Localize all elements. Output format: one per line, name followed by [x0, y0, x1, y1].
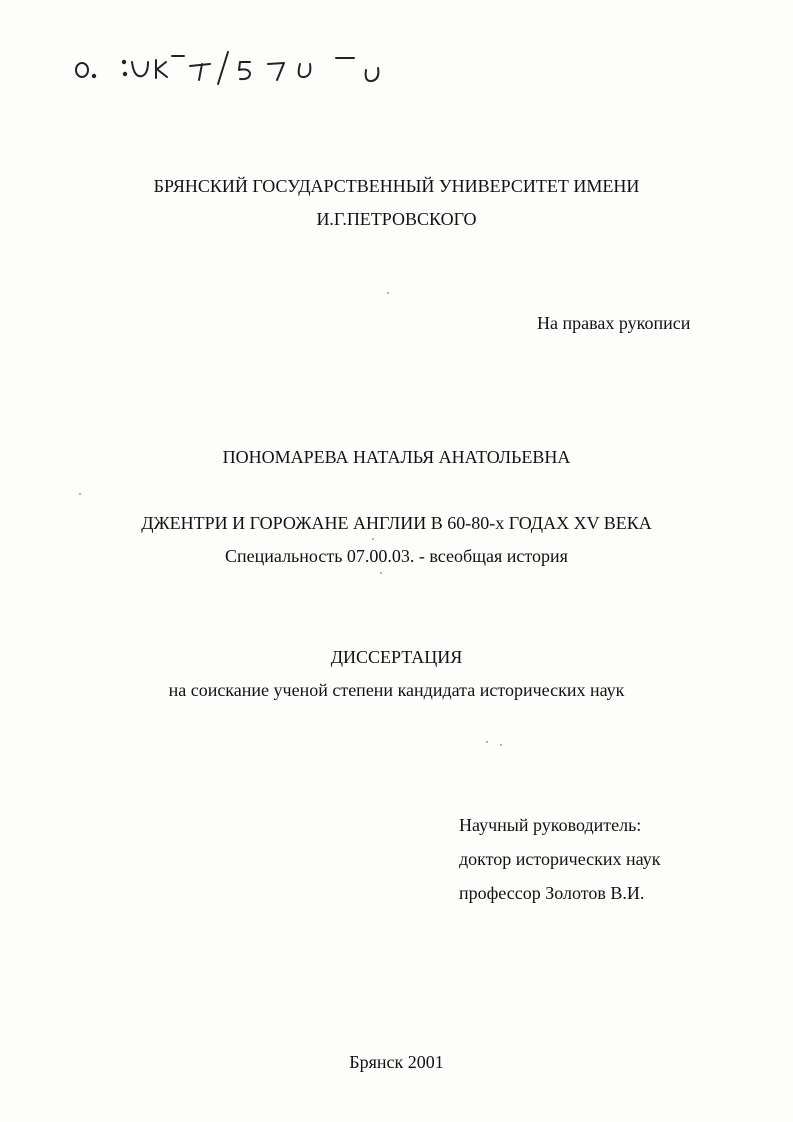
supervisor-degree: доктор исторических наук — [459, 849, 661, 869]
scan-speck — [372, 538, 374, 540]
university-line-1: БРЯНСКИЙ ГОСУДАРСТВЕННЫЙ УНИВЕРСИТЕТ ИМЕНИ — [153, 176, 640, 196]
place-year: Брянск 2001 — [349, 1052, 444, 1072]
scan-speck — [79, 493, 81, 495]
specialty: Специальность 07.00.03. - всеобщая история — [225, 546, 568, 566]
scan-speck — [486, 741, 488, 743]
scan-speck — [500, 744, 502, 746]
handwritten-archive-mark — [68, 44, 398, 92]
scan-speck — [380, 572, 382, 574]
university-line-2: И.Г.ПЕТРОВСКОГО — [316, 209, 477, 229]
document-type: ДИССЕРТАЦИЯ — [330, 647, 463, 667]
scan-speck — [387, 292, 389, 294]
supervisor-label: Научный руководитель: — [459, 815, 642, 835]
supervisor-name: профессор Золотов В.И. — [459, 883, 645, 903]
degree-line: на соискание ученой степени кандидата исторических наук — [168, 680, 625, 700]
author-name: ПОНОМАРЕВА НАТАЛЬЯ АНАТОЛЬЕВНА — [222, 447, 571, 467]
thesis-title: ДЖЕНТРИ И ГОРОЖАНЕ АНГЛИИ В 60-80-х ГОДАХ XV ВЕКА — [141, 513, 652, 533]
rights-note: На правах рукописи — [537, 313, 691, 333]
